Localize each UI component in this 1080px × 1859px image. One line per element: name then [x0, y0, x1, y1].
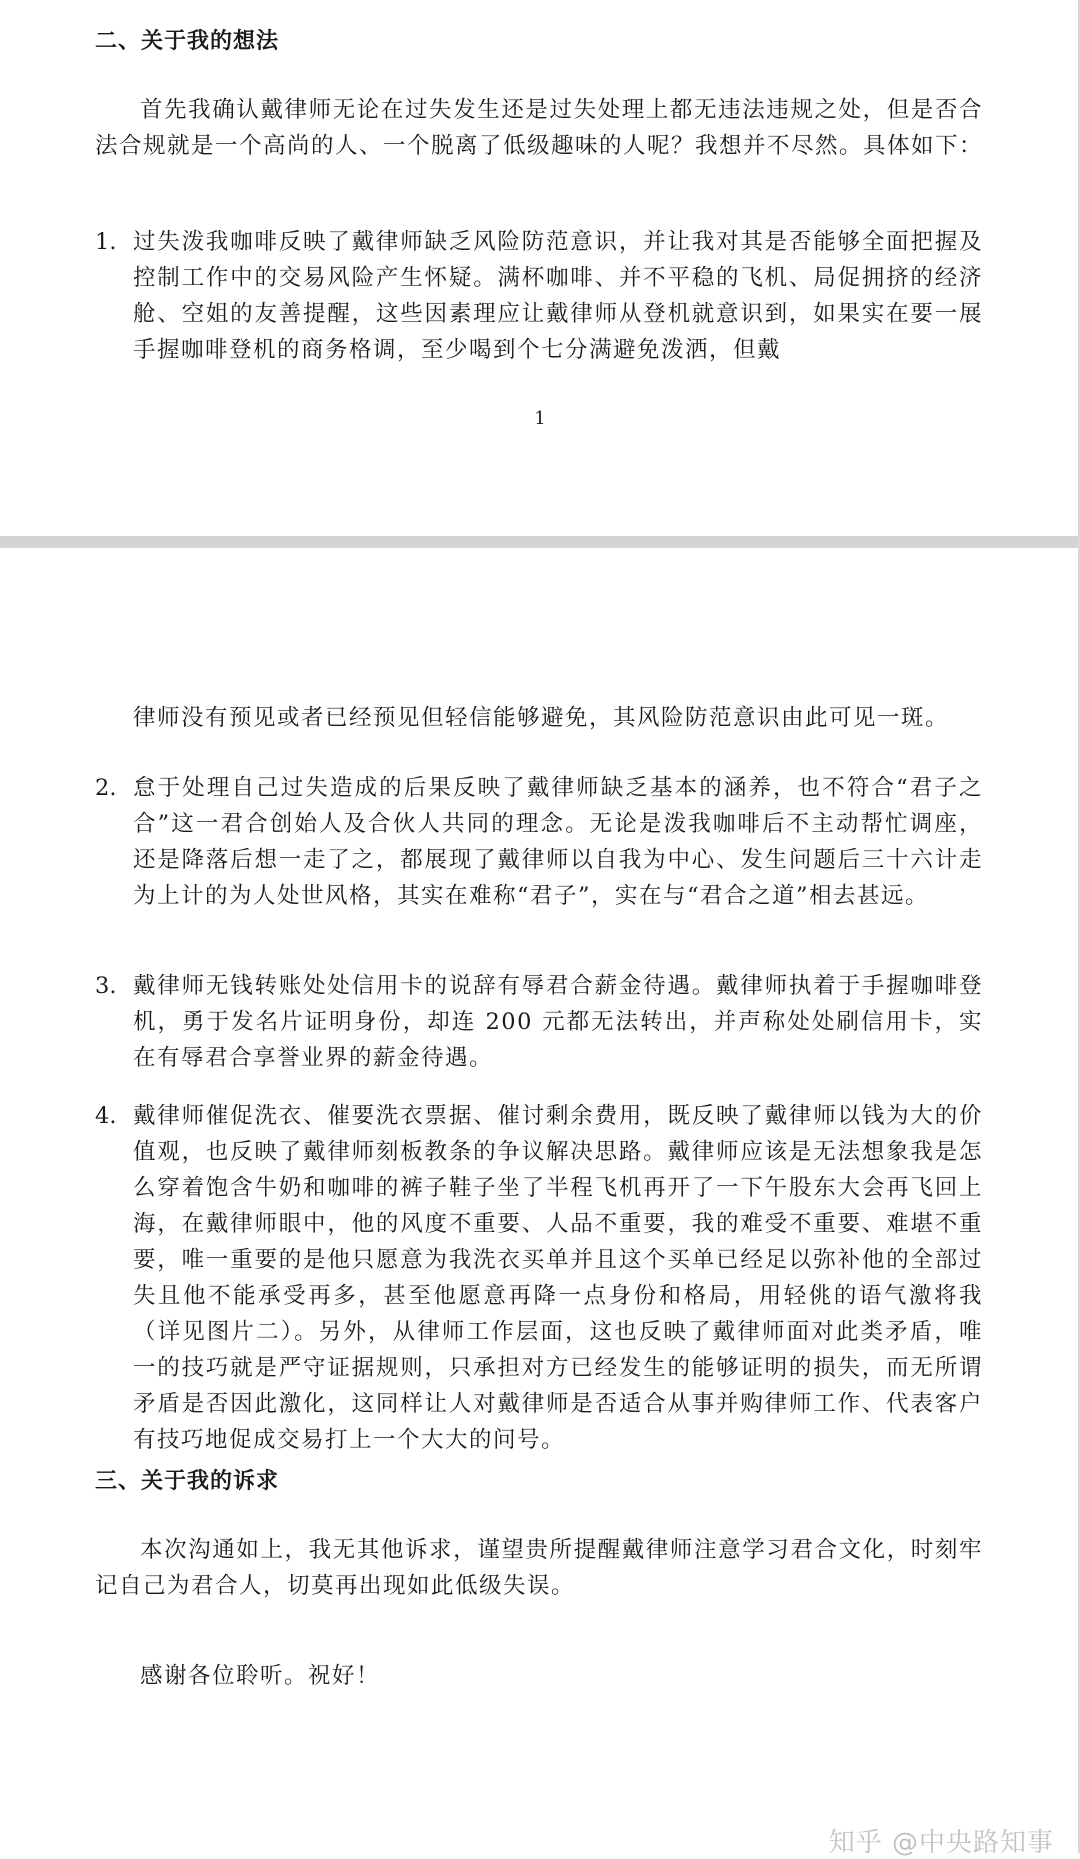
request-paragraph: 本次沟通如上，我无其他诉求，谨望贵所提醒戴律师注意学习君合文化，时刻牢记自己为君合人，切莫再出现如此低级失误。	[95, 1537, 983, 1599]
page-number: 1	[534, 408, 546, 429]
section-heading-request: 三、关于我的诉求	[95, 1468, 280, 1494]
list-item-text: 戴律师催促洗衣、催要洗衣票据、催讨剩余费用，既反映了戴律师以钱为大的价值观，也反映了戴律师刻板教条的争议解决思路。戴律师应该是无法想象我是怎么穿着饱含牛奶和咖啡的裤子鞋子坐了半程飞机再开了一下午股东大会再飞回上海，在戴律师眼中，他的风度不重要、人品不重要，我的难受不重要、难堪不重要，唯一重要的是他只愿意为我洗衣买单并且这个买单已经足以弥补他的全部过失且他不能承受再多，甚至他愿意再降一点身份和格局，用轻佻的语气激将我（详见图片二）。另外，从律师工作层面，这也反映了戴律师面对此类矛盾，唯一的技巧就是严守证据规则，只承担对方已经发生的能够证明的损失，而无所谓矛盾是否因此激化，这同样让人对戴律师是否适合从事并购律师工作、代表客户有技巧地促成交易打上一个大大的问号。	[133, 1103, 983, 1453]
page-separator	[0, 536, 1080, 548]
list-item-1-continuation: 律师没有预见或者已经预见但轻信能够避免，其风险防范意识由此可见一斑。	[133, 705, 950, 731]
list-item-4	[95, 1098, 983, 1458]
closing-line: 感谢各位聆听。祝好！	[140, 1663, 381, 1689]
list-item-3	[95, 968, 983, 1076]
list-item-number: 2.	[95, 775, 117, 801]
list-item-1	[95, 224, 983, 368]
list-item-text: 怠于处理自己过失造成的后果反映了戴律师缺乏基本的涵养，也不符合“君子之合”这一君合创始人及合伙人共同的理念。无论是泼我咖啡后不主动帮忙调座，还是降落后想一走了之，都展现了戴律师以自我为中心、发生问题后三十六计走为上计的为人处世风格，其实在难称“君子”，实在与“君合之道”相去甚远。	[133, 775, 983, 909]
intro-paragraph: 首先我确认戴律师无论在过失发生还是过失处理上都无违法违规之处，但是否合法合规就是一个高尚的人、一个脱离了低级趣味的人呢？我想并不尽然。具体如下：	[95, 97, 984, 159]
list-item-text: 戴律师无钱转账处处信用卡的说辞有辱君合薪金待遇。戴律师执着于手握咖啡登机，勇于发名片证明身份，却连 200 元都无法转出，并声称处处刷信用卡，实在有辱君合享誉业界的薪金待遇。	[133, 973, 983, 1071]
list-item-number: 1.	[95, 229, 117, 255]
list-item-number: 4.	[95, 1103, 117, 1129]
list-item-number: 3.	[95, 973, 117, 999]
list-item-text: 过失泼我咖啡反映了戴律师缺乏风险防范意识，并让我对其是否能够全面把握及控制工作中的交易风险产生怀疑。满杯咖啡、并不平稳的飞机、局促拥挤的经济舱、空姐的友善提醒，这些因素理应让戴律师从登机就意识到，如果实在要一展手握咖啡登机的商务格调，至少喝到个七分满避免泼洒，但戴	[133, 229, 983, 363]
section-heading-thoughts: 二、关于我的想法	[95, 28, 280, 54]
document-page-1	[0, 0, 1080, 536]
document-page-2	[0, 548, 1080, 1853]
list-item-2	[95, 770, 983, 914]
watermark: 知乎 @中央路知事	[828, 1828, 1054, 1858]
